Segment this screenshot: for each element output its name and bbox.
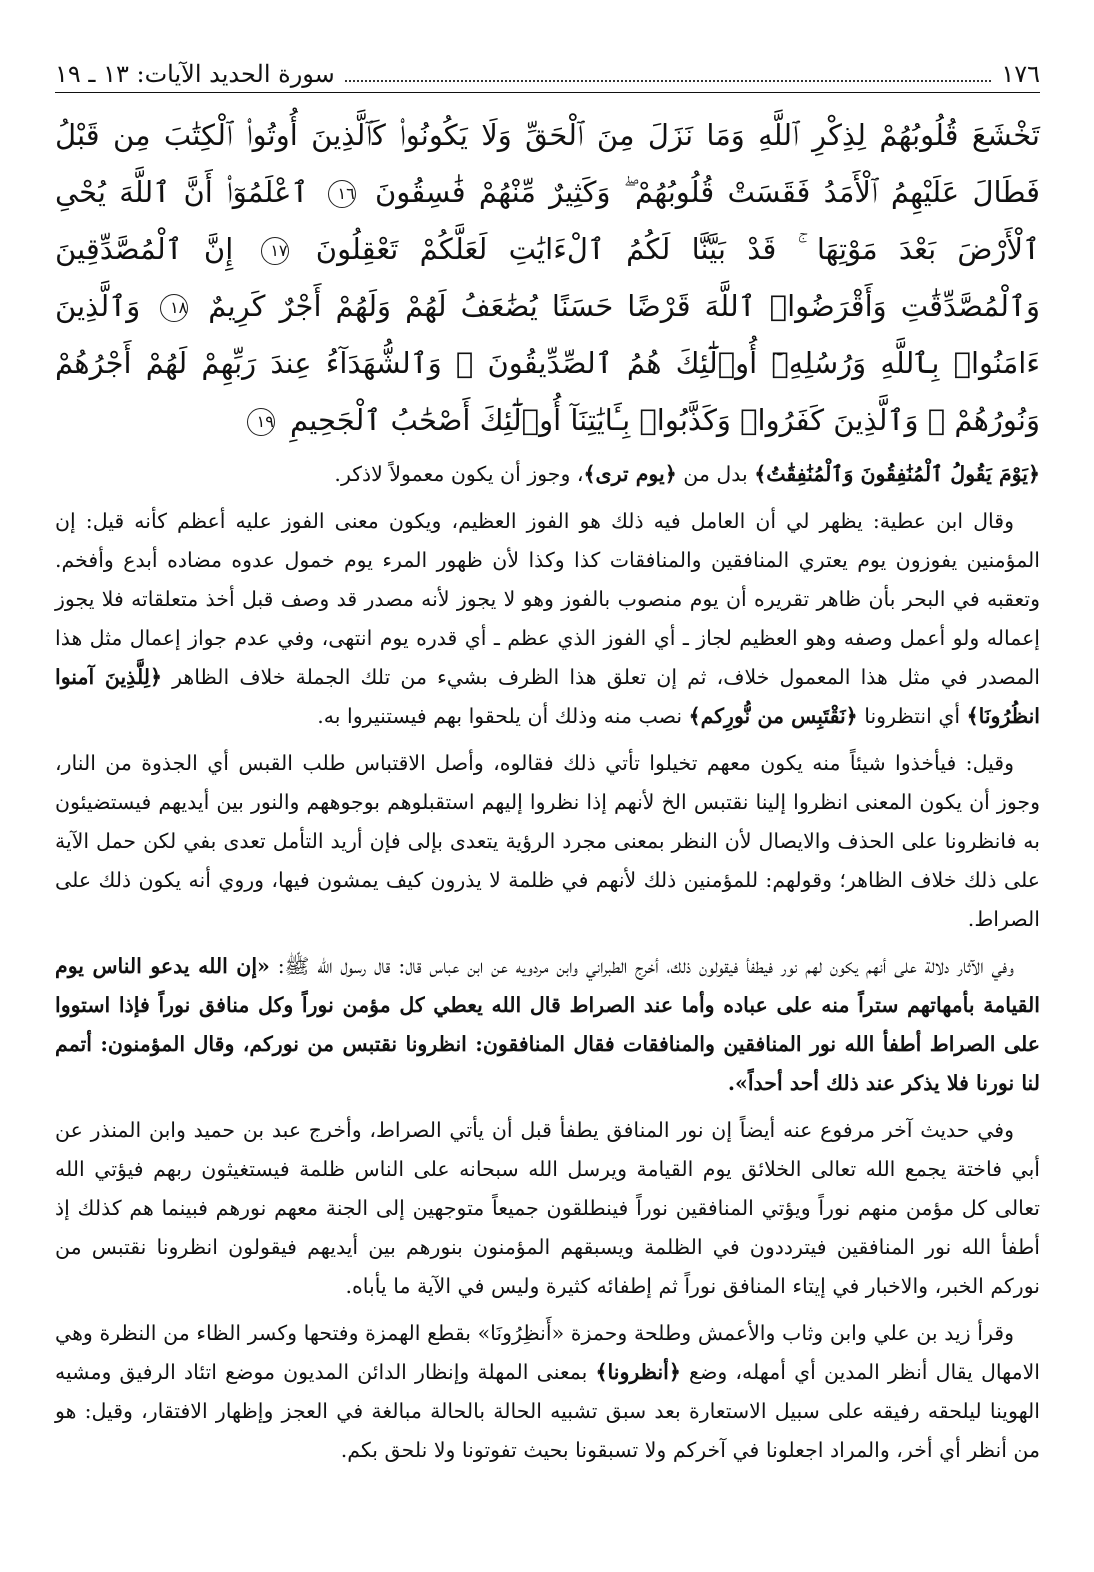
text: بقطع الهمزة وفتحها وكسر الظاء من النظرة وهي الامهال يقال أنظر المدين أي أمهله، وضع [55,1321,1040,1384]
quote: ﴿يوم ترى﴾ [583,462,677,486]
paragraph-1 [55,455,1040,494]
text: بمعنى المهلة وإنظار الدائن المديون موضع اتئاد الرفيق ومشيه الهوينا ليلحقه رفيقه على سبيل الاستعارة بعد سبق تشبيه الحالة بالحالة مبالغة في العجز وإظهار الافتقار، وقيل: هو من أنظر أي أخر، والمراد اجعلونا في آخركم ولا تسبقونا بحيث تفوتونا ولا نلحق بكم. [55,1360,1040,1462]
quote: ﴿أنظرونا﴾ [595,1360,681,1384]
text: وقال ابن عطية: يظهر لي أن العامل فيه ذلك هو الفوز العظيم، ويكون معنى الفوز عليه أعظم كأنه قيل: إن المؤمنين يفوزون يوم يعتري المنافقين والمنافقات كذا وكذا لأن ظهور المرء يوم خمول عدوه مضاده أبدع وأفخم. وتعقبه في البحر بأن ظاهر تقريره أن يوم منصوب بالفوز وهو لا يجوز لأنه مصدر قد وصف قبل أخذ متعلقاته فلا يجوز إعماله ولو أعمل وصفه وهو العظيم لجاز ـ أي الفوز الذي عظم ـ أي قدره يوم انتهى، وفي عدم جواز إعمال مثل هذا المصدر في مثل هذا المعمول خلاف، ثم إن تعلق هذا الظرف بشيء من تلك الجملة خلاف الظاهر [55,509,1040,689]
paragraph-6 [55,1314,1040,1470]
text: نصب منه وذلك أن يلحقوا بهم فيستنيروا به. [317,704,683,728]
ayah-number-18: ١٨ [160,294,188,322]
page-title: سورة الحديد الآيات: ١٣ ـ ١٩ [55,60,335,88]
text: أي انتظرونا [864,704,961,728]
verse-text-19: وَٱلَّذِينَ ءَامَنُوا۟ بِٱللَّهِ وَرُسُلِهِۦٓ أُو۟لَٰٓئِكَ هُمُ ٱلصِّدِّيقُونَ ۖ وَٱلشُّهَدَآءُ عِندَ رَبِّهِمْ لَهُمْ أَجْرُهُمْ وَنُورُهُمْ ۖ وَٱلَّذِينَ كَفَرُوا۟ وَكَذَّبُوا۟ بِـَٔايَٰتِنَآ أُو۟لَٰٓئِكَ أَصْحَٰبُ ٱلْجَحِيمِ [55,289,1040,437]
quote: ﴿نَقْتَبِس من نُّورِكم﴾ [688,704,858,728]
paragraph-2 [55,502,1040,736]
page-header [55,60,1040,93]
ayah-number-19: ١٩ [247,408,275,436]
paragraph-5: وفي حديث آخر مرفوع عنه أيضاً إن نور المنافق يطفأ قبل أن يأتي الصراط، وأخرج عبد بن حميد وابن المنذر عن أبي فاختة يجمع الله تعالى الخلائق يوم القيامة ويرسل الله سبحانه على الناس ظلمة فيستغيثون ربهم فيؤتي الله تعالى كل مؤمن منهم نوراً ويؤتي المنافقين نوراً فينطلقون جميعاً متوجهين إلى الجنة معهم نورهم فبينما هم كذلك إذ أطفأ الله نور المنافقين فيترددون في الظلمة ويسبقهم المؤمنون بنورهم بين أيديهم فيقولون انظرونا نقتبس من نوركم الخبر، والاخبار في إيتاء المنافق نوراً ثم إطفائه كثيرة وليس في الآية ما يأباه. [55,1118,1040,1298]
text: وفي الآثار دلالة على أنهم يكون لهم نور فيطفأ فيقولون ذلك، أخرج الطبراني وابن مردويه عن ابن عباس قال: قال رسول الله ﷺ: [277,954,1014,978]
commentary [55,455,1040,1470]
verse-text-17: ٱعْلَمُوٓا۟ أَنَّ ٱللَّهَ يُحْىِ ٱلْأَرْضَ بَعْدَ مَوْتِهَا ۚ قَدْ بَيَّنَّا لَكُمُ ٱلْءَايَٰتِ لَعَلَّكُمْ تَعْقِلُونَ [55,175,1041,266]
page-number: ١٧٦ [1001,60,1040,88]
document-page [55,60,1040,1478]
ayah-number-17: ١٧ [261,237,289,265]
paragraph-4 [55,947,1040,1103]
text: بدل من [683,462,748,486]
quran-verses [55,107,1040,449]
text: ، وجوز أن يكون معمولاً لاذكر. [334,462,584,486]
quote: ﴿يَوْمَ يَقُولُ ٱلْمُنَٰفِقُونَ وَٱلْمُنَٰفِقَٰتُ﴾ [754,462,1040,486]
quote: «أَنظِرُونَا» [477,1321,565,1345]
hadith-quote: «إن الله يدعو الناس يوم القيامة بأمهاتهم ستراً منه على عباده وأما عند الصراط قال الله يعطي كل مؤمن نوراً وكل منافق نوراً فإذا استووا على الصراط أطفأ الله نور المنافقين والمنافقات فقال المنافقون: انظرونا نقتبس من نوركم، وقال المؤمنون: أتمم لنا نورنا فلا يذكر عند ذلك أحد أحداً». [55,954,1040,1095]
text: وقرأ زيد بن علي وابن وثاب والأعمش وطلحة وحمزة [570,1321,1014,1345]
verse-text-16: تَخْشَعَ قُلُوبُهُمْ لِذِكْرِ ٱللَّهِ وَمَا نَزَلَ مِنَ ٱلْحَقِّ وَلَا يَكُونُوا۟ كَٱلَّذِينَ أُوتُوا۟ ٱلْكِتَٰبَ مِن قَبْلُ فَطَالَ عَلَيْهِمُ ٱلْأَمَدُ فَقَسَتْ قُلُوبُهُمْ ۖ وَكَثِيرٌ مِّنْهُمْ فَٰسِقُونَ [55,118,1041,209]
ayah-number-16: ١٦ [328,180,356,208]
header-dotted-leader [345,79,992,82]
paragraph-3: وقيل: فيأخذوا شيئاً منه يكون معهم تخيلوا تأتي ذلك فقالوه، وأصل الاقتباس طلب القبس أي الجذوة من النار، وجوز أن يكون المعنى انظروا إلينا نقتبس الخ لأنهم إذا نظروا إليهم استقبلوهم بوجوههم والنور بين أيديهم فيستضيئون به فانظرونا على الحذف والايصال لأن النظر بمعنى مجرد الرؤية يتعدى بإلى فإن أريد التأمل تعدى بفي لكن حمل الآية على ذلك خلاف الظاهر؛ وقولهم: للمؤمنين ذلك لأنهم في ظلمة لا يذرون كيف يمشون فيها، وروي أنه يكون ذلك على الصراط. [55,751,1040,931]
verse-text-18: إِنَّ ٱلْمُصَّدِّقِينَ وَٱلْمُصَّدِّقَٰتِ وَأَقْرَضُوا۟ ٱللَّهَ قَرْضًا حَسَنًا يُضَٰعَفُ لَهُمْ وَلَهُمْ أَجْرٌ كَرِيمٌ [55,232,1041,323]
quote: ﴿لِلَّذِينَ آمنوا انظُرُونَا﴾ [55,665,1040,728]
